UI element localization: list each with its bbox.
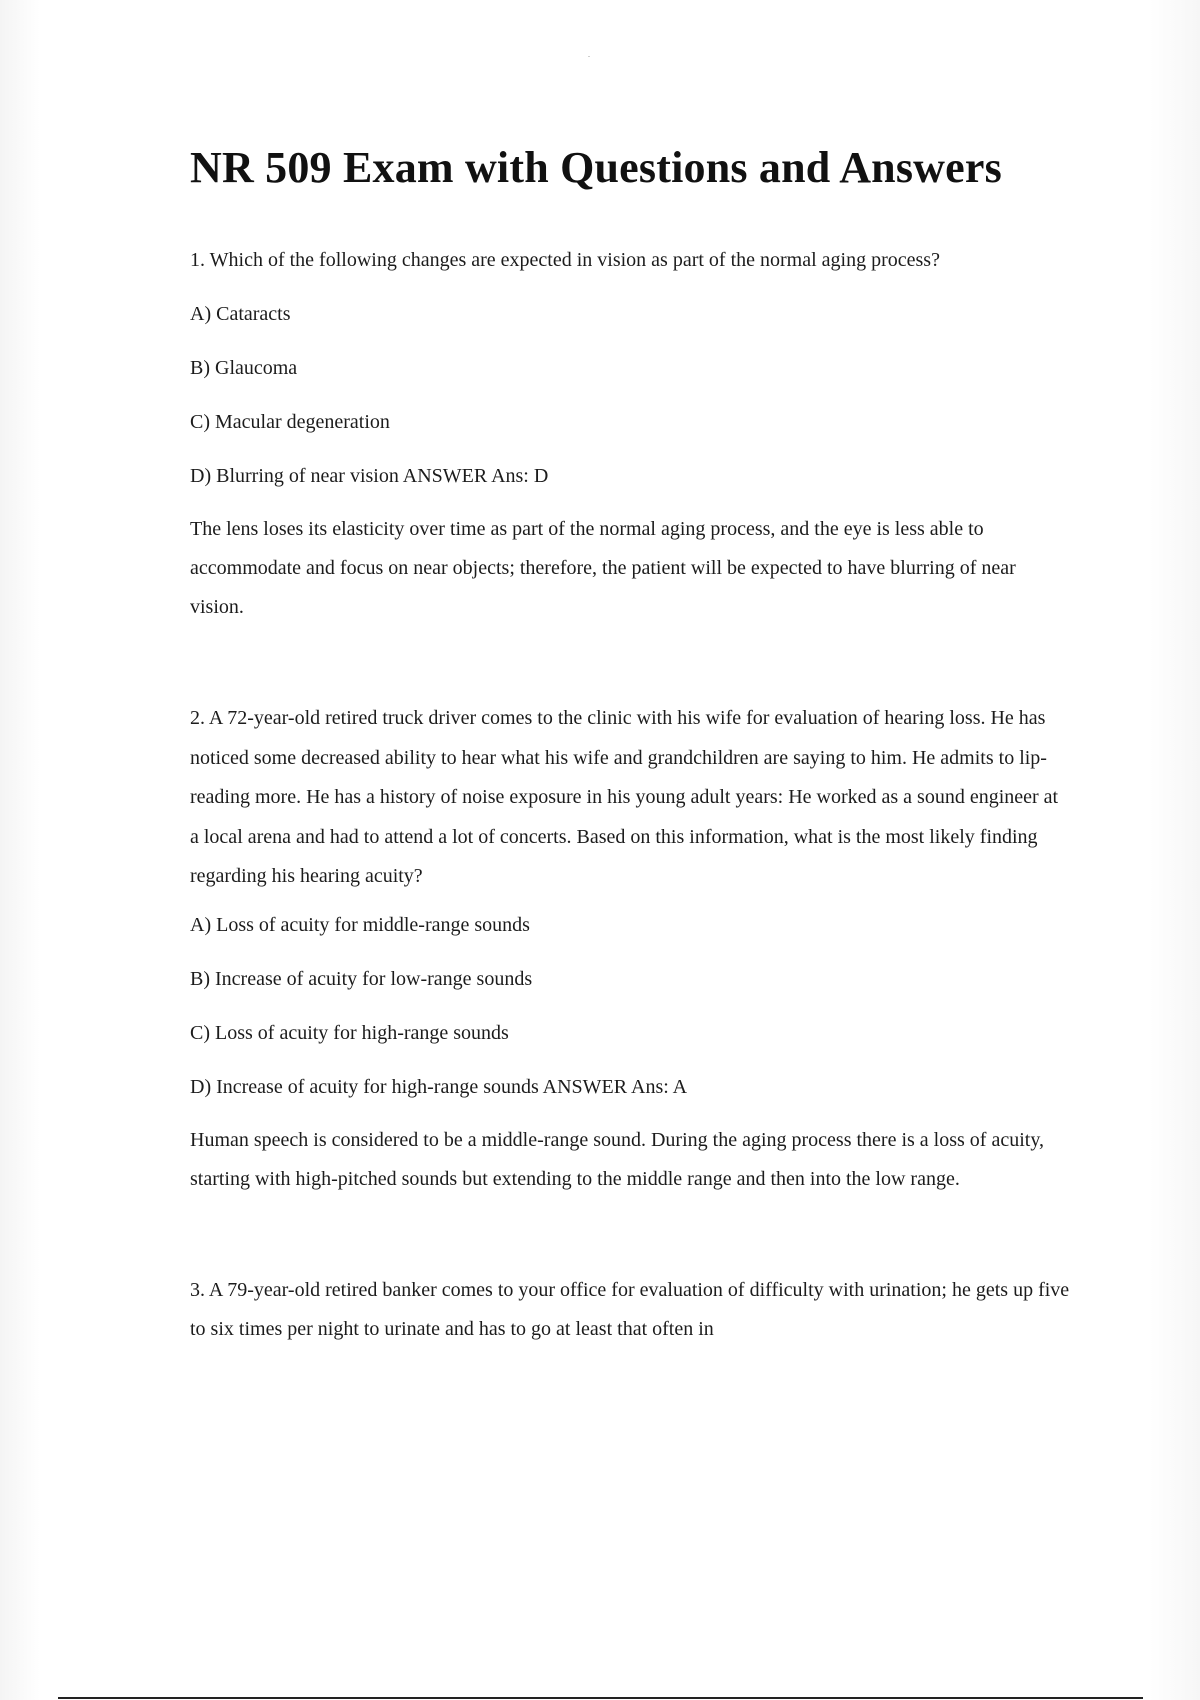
page-title: NR 509 Exam with Questions and Answers xyxy=(190,143,1002,192)
question-2-option-d: D) Increase of acuity for high-range sounds ANSWER Ans: A xyxy=(190,1075,688,1098)
question-1-stem: 1. Which of the following changes are expected in vision as part of the normal aging process? xyxy=(190,249,940,271)
question-1-option-b: B) Glaucoma xyxy=(190,357,298,379)
question-2-explanation: Human speech is considered to be a middle-range sound. During the aging process there is a loss of acuity, starting with high-pitched sounds but extending to the middle range and then into the low range. xyxy=(190,1128,1045,1190)
question-2-stem: 2. A 72-year-old retired truck driver comes to the clinic with his wife for evaluation of hearing loss. He has noticed some decreased ability to hear what his wife and grandchildren are saying to him. He admits to lip-reading more. He has a history of noise exposure in his young adult years: He worked as a sound engineer at a local arena and had to attend a lot of concerts. Based on this information, what is the most likely finding regarding his hearing acuity? xyxy=(190,707,1059,887)
page-bottom-divider xyxy=(58,1697,1143,1699)
spacer xyxy=(190,1199,1070,1271)
question-1-option-c: C) Macular degeneration xyxy=(190,411,390,433)
spacer xyxy=(190,627,1070,699)
question-3 xyxy=(190,1271,1070,1350)
question-1-option-a: A) Cataracts xyxy=(190,303,291,325)
question-1 xyxy=(190,246,1070,627)
question-3-stem: 3. A 79-year-old retired banker comes to your office for evaluation of difficulty with urination; he gets up five to six times per night to urinate and has to go at least that often in xyxy=(190,1278,1070,1340)
question-1-explanation: The lens loses its elasticity over time as part of the normal aging process, and the eye is less able to accommodate and focus on near objects; therefore, the patient will be expected to have blurring of near vision. xyxy=(190,518,1016,618)
question-2-option-a: A) Loss of acuity for middle-range sounds xyxy=(190,913,530,936)
question-2 xyxy=(190,699,1070,1199)
question-2-option-b: B) Increase of acuity for low-range sounds xyxy=(190,967,533,990)
question-1-option-d: D) Blurring of near vision ANSWER Ans: D xyxy=(190,465,549,487)
scan-artifact xyxy=(588,56,590,57)
document-body xyxy=(190,138,1070,1364)
question-2-option-c: C) Loss of acuity for high-range sounds xyxy=(190,1021,509,1044)
